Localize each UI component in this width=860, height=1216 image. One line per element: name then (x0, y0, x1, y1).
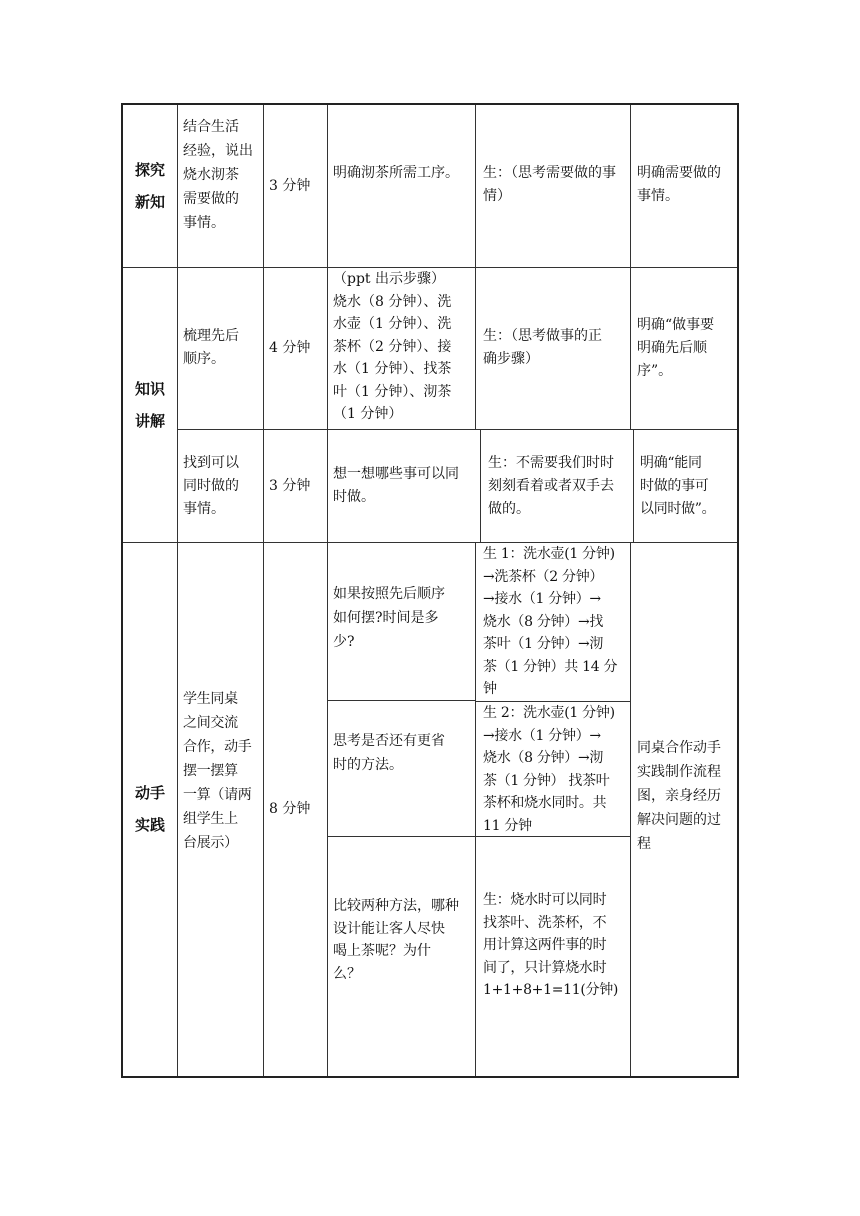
row-divider (123, 542, 737, 543)
knowledge2-student: 生：不需要我们时时 刻刻看着或者双手去 做的。 (488, 454, 614, 517)
knowledge2-teacher: 想一想哪些事可以同 时做。 (333, 466, 459, 505)
practice-goal: 学生同桌 之间交流 合作，动手 摆一摆算 一算（请两 组学生上 台展示） (183, 691, 252, 851)
practice-student-1: 生 1：洗水壶(1 分钟) →洗茶杯（2 分钟） →接水（1 分钟）→ 烧水（8 分钟）→找 茶叶（1 分钟）→沏 茶（1 分钟）共 14 分 钟 (483, 546, 618, 697)
knowledge1-time: 4 分钟 (269, 339, 311, 356)
section-explore: 探究 新知 (134, 161, 165, 211)
section-knowledge: 知识 讲解 (134, 379, 165, 430)
sub-row-divider (327, 700, 475, 701)
knowledge1-student: 生：（思考做事的正 确步骤） (483, 328, 602, 367)
practice-teacher-2: 思考是否还有更省 时的方法。 (333, 733, 445, 773)
knowledge2-design: 明确“能同 时做的事可 以同时做”。 (640, 454, 716, 517)
column-divider (480, 430, 481, 542)
explore-goal: 结合生活 经验，说出 烧水沏茶 需要做的 事情。 (183, 119, 253, 231)
practice-student-3: 生：烧水时可以同时 找茶叶、洗茶杯，不 用计算这两件事的时 间了，只计算烧水时 1+1+8+1=11(分钟) (483, 892, 619, 998)
explore-teacher: 明确沏茶所需工序。 (333, 165, 459, 181)
practice-student-2: 生 2：洗水壶(1 分钟) →接水（1 分钟）→ 烧水（8 分钟）→沏 茶（1 分钟） 找茶叶 茶杯和烧水同时。共 11 分钟 (483, 705, 615, 834)
column-divider (475, 105, 476, 429)
column-divider (630, 542, 631, 1076)
practice-design: 同桌合作动手 实践制作流程 图，亲身经历 解决问题的过 程 (637, 740, 721, 852)
column-divider (177, 105, 178, 1076)
knowledge1-goal: 梳理先后 顺序。 (183, 328, 239, 367)
lesson-plan-table (121, 103, 739, 1078)
explore-student: 生：（思考需要做的事 情） (483, 165, 616, 204)
knowledge1-teacher: （ppt 出示步骤） 烧水（8 分钟）、洗 水壶（1 分钟）、洗 茶杯（2 分钟）、接 水（1 分钟）、找茶 叶（1 分钟）、沏茶 （1 分钟） (333, 271, 452, 422)
section-practice: 动手 实践 (134, 784, 165, 834)
knowledge1-design: 明确“做事要 明确先后顺 序”。 (637, 316, 715, 379)
practice-time: 8 分钟 (269, 800, 311, 817)
column-divider (630, 105, 631, 429)
column-divider (633, 430, 634, 542)
knowledge2-time: 3 分钟 (269, 477, 311, 494)
knowledge2-goal: 找到可以 同时做的 事情。 (183, 454, 239, 517)
sub-row-divider (327, 836, 475, 837)
explore-time: 3 分钟 (269, 177, 311, 194)
column-divider (475, 542, 476, 1076)
practice-teacher-1: 如果按照先后顺序 如何摆?时间是多 少? (333, 586, 445, 650)
explore-design: 明确需要做的 事情。 (637, 165, 721, 204)
practice-teacher-3: 比较两种方法，哪种 设计能让客人尽快 喝上茶呢？为什 么？ (333, 898, 459, 982)
